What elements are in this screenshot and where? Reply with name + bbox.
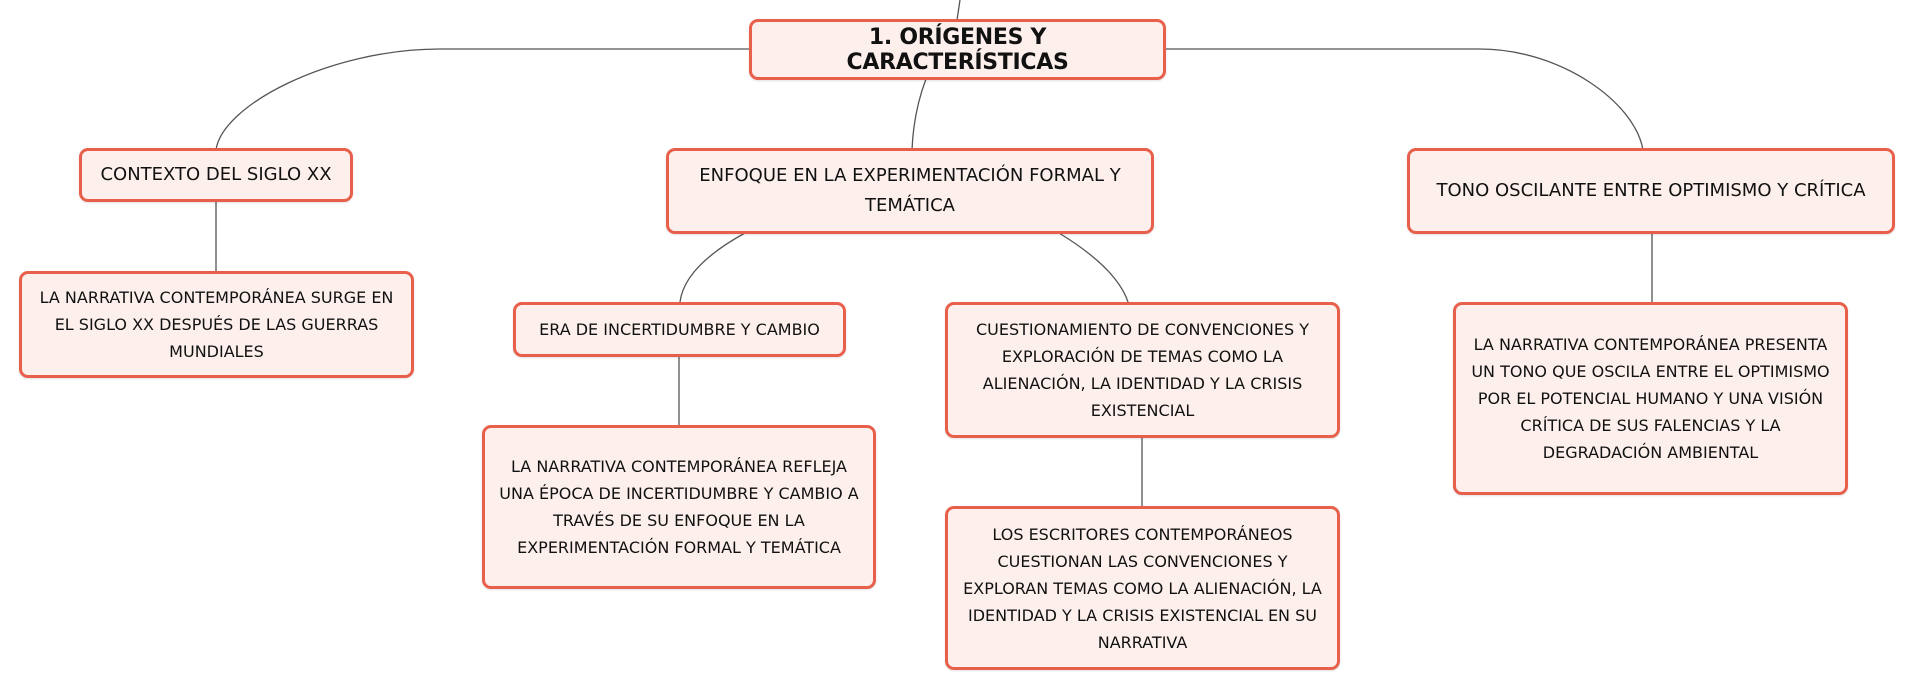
topic-questioning-detail[interactable] [945, 506, 1340, 670]
root-topic-label: 1. ORÍGENES Y CARACTERÍSTICAS [846, 24, 1069, 75]
root-topic[interactable] [749, 19, 1166, 80]
topic-context[interactable] [79, 148, 353, 202]
topic-questioning-label: CUESTIONAMIENTO DE CONVENCIONES Y EXPLORACIÓN DE TEMAS COMO LA ALIENACIÓN, LA IDENTIDAD Y LA CRISIS EXISTENCIAL [975, 320, 1310, 420]
topic-tone[interactable] [1407, 148, 1895, 234]
topic-tone-detail[interactable] [1453, 302, 1848, 495]
topic-era-label: ERA DE INCERTIDUMBRE Y CAMBIO [539, 320, 820, 339]
topic-focus-label: ENFOQUE EN LA EXPERIMENTACIÓN FORMAL Y TEMÁTICA [699, 165, 1121, 216]
topic-context-label: CONTEXTO DEL SIGLO XX [100, 164, 332, 185]
topic-questioning[interactable] [945, 302, 1340, 438]
connector-root-to-focus [912, 79, 926, 150]
topic-era[interactable] [513, 302, 846, 357]
connector-focus-to-questioning [1059, 233, 1128, 302]
topic-context-detail-label: LA NARRATIVA CONTEMPORÁNEA SURGE EN EL SIGLO XX DESPUÉS DE LAS GUERRAS MUNDIALES [39, 288, 394, 361]
topic-focus[interactable] [666, 148, 1154, 234]
topic-tone-label: TONO OSCILANTE ENTRE OPTIMISMO Y CRÍTICA [1436, 180, 1866, 201]
connector-incoming-root [957, 0, 960, 20]
topic-era-detail[interactable] [482, 425, 876, 589]
topic-context-detail[interactable] [19, 271, 414, 378]
topic-tone-detail-label: LA NARRATIVA CONTEMPORÁNEA PRESENTA UN TONO QUE OSCILA ENTRE EL OPTIMISMO POR EL POTENCIAL HUMANO Y UNA VISIÓN CRÍTICA DE SUS FALENCIAS Y LA DEGRADACIÓN AMBIENTAL [1471, 335, 1830, 462]
connector-root-to-context [216, 49, 750, 150]
topic-questioning-detail-label: LOS ESCRITORES CONTEMPORÁNEOS CUESTIONAN LAS CONVENCIONES Y EXPLORAN TEMAS COMO LA ALIENACIÓN, LA IDENTIDAD Y LA CRISIS EXISTENCIAL EN SU NARRATIVA [963, 524, 1322, 652]
topic-era-detail-label: LA NARRATIVA CONTEMPORÁNEA REFLEJA UNA ÉPOCA DE INCERTIDUMBRE Y CAMBIO A TRAVÉS DE SU ENFOQUE EN LA EXPERIMENTACIÓN FORMAL Y TEMÁTICA [499, 457, 859, 557]
connector-root-to-tone [1166, 49, 1643, 150]
connector-focus-to-era [680, 233, 745, 302]
